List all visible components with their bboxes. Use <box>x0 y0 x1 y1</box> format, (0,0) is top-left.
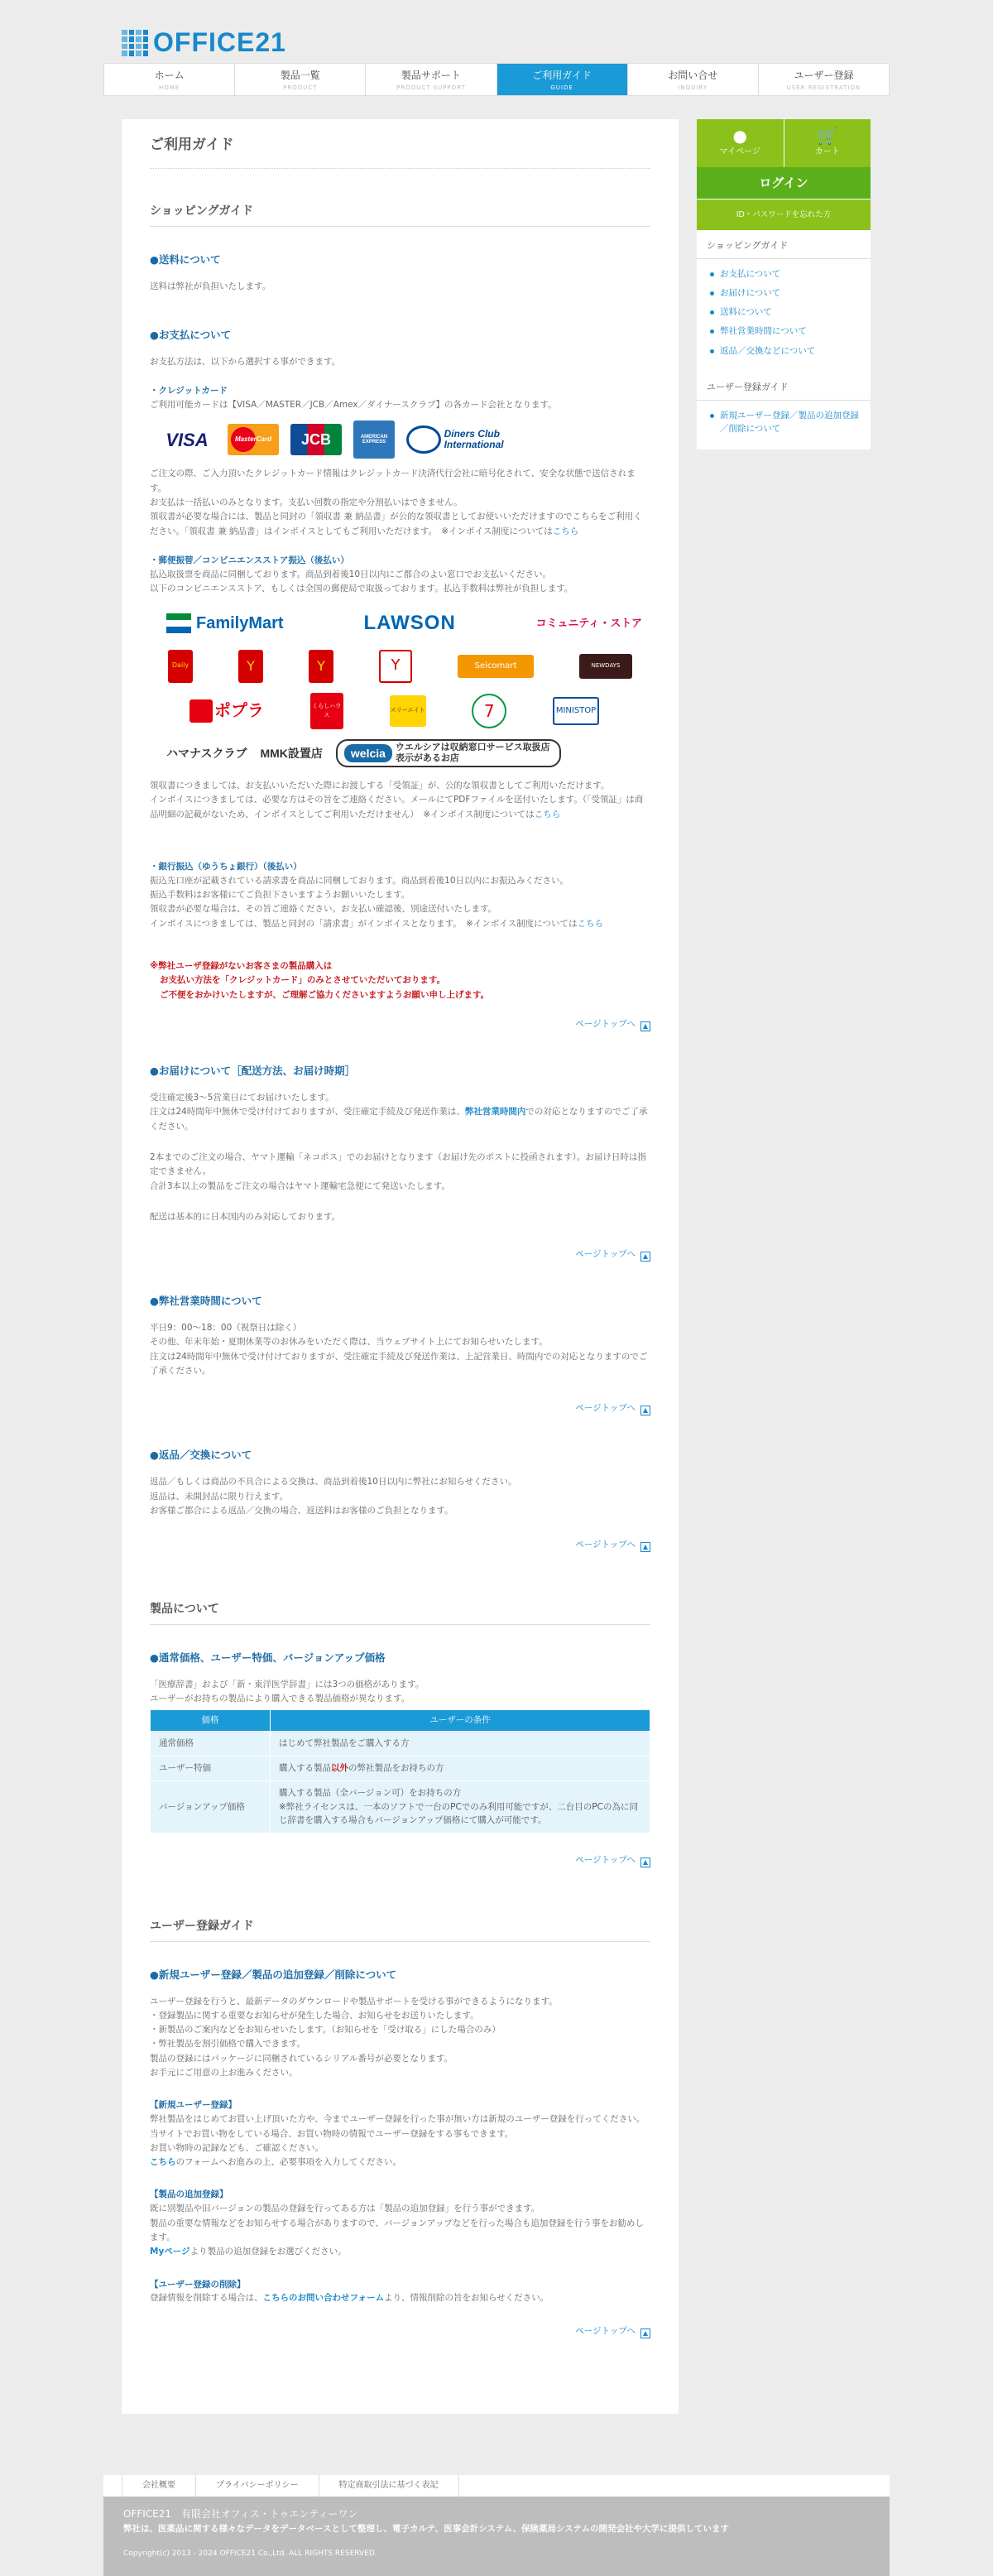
page-title: ご利用ガイド <box>150 134 650 169</box>
delivery-text-4: 合計3本以上の製品をご注文の場合はヤマト運輸宅急便にて発送いたします。 <box>150 1180 450 1191</box>
sidebar-item-business-hours[interactable]: 弊社営業時間について <box>720 324 861 338</box>
user-reg-text-1: ユーザー登録を行うと、最新データのダウンロードや製品サポートを受ける事ができるようになります。 <box>150 1996 558 2006</box>
nav-sublabel: GUIDE <box>550 84 573 92</box>
conv-invoice-link[interactable]: こちら <box>534 809 561 819</box>
condition-cell: 購入する製品（全バージョン可）をお持ちの方 ※弊社ライセンスは、一本のソフトで一台のPCでのみ利用可能ですが、二台目のPCの為に同じ辞書を購入する場合もバージョンアップ価格にて購入が可能です。 <box>271 1781 650 1833</box>
sidebar <box>697 119 871 2414</box>
delivery-text-3: 2本までのご注文の場合、ヤマト運輸「ネコポス」でのお届けとなります（お届け先のポストに投函されます）。お届け日時は指定できません。 <box>150 1151 646 1177</box>
cart-label: カート <box>814 147 840 156</box>
seicomart-logo: Seicomart <box>458 655 534 678</box>
price-cell: ユーザー特価 <box>151 1756 271 1781</box>
mypage-label: マイページ <box>719 147 761 156</box>
nav-sublabel: INQUIRY <box>678 84 708 92</box>
footer-link-company[interactable]: 会社概要 <box>122 2475 196 2497</box>
new-reg-text-1: 弊社製品をはじめてお買い上げ頂いた方や、今までユーザー登録を行った事が無い方は新規のユーザー登録を行ってください。 <box>150 2114 645 2125</box>
returns-text-2: 返品は、未開封品に限り行えます。 <box>150 1491 289 1502</box>
hours-text-3: 注文は24時間年中無休で受け付けておりますが、受注確定手続及び発送作業は、上記営業日、時間内での対応となりますのでご了承ください。 <box>150 1351 648 1377</box>
payment-intro: お支払方法は、以下から選択する事ができます。 <box>150 356 341 367</box>
sidebar-item-user-registration[interactable]: 新規ユーザー登録／製品の追加登録／削除について <box>720 409 861 436</box>
table-header-condition: ユーザーの条件 <box>271 1710 650 1732</box>
visa-logo: VISA <box>166 429 209 450</box>
main-content <box>122 119 679 2414</box>
delivery-text-1: 受注確定後3～5営業日にてお届けいたします。 <box>150 1092 334 1103</box>
footer-link-privacy[interactable]: プライバシーポリシー <box>196 2475 319 2497</box>
pagetop-link[interactable]: ページトップへ ▲ <box>150 1538 650 1552</box>
table-row <box>151 1732 650 1757</box>
conv-text-1: 払込取扱票を商品に同梱しております。商品到着後10日以内にご都合のよい窓口でお支払いください。 <box>150 569 552 579</box>
user-reg-text-3: ・新製品のご案内などをお知らせいたします。（お知らせを「受け取る」にした場合のみ） <box>150 2025 501 2035</box>
credit-note-2: お支払は一括払いのみとなります。支払い回数の指定や分割払いはできません。 <box>150 497 463 507</box>
three-f-logo: スリーエイト <box>390 695 426 727</box>
kurashi-house-logo: くらしハウス <box>310 693 343 729</box>
table-row <box>151 1756 650 1781</box>
credit-text: ご利用可能カードは【VISA／MASTER／JCB／Amex／ダイナースクラブ】の各カード会社となります。 <box>150 400 557 410</box>
section-heading-user-registration: ユーザー登録ガイド <box>150 1917 650 1941</box>
credit-note-3-text: 領収書が必要な場合には、製品と同封の「領収書 兼 納品書」が公的な領収書としてお使いいただけますのでこちらをご利用ください。「領収書 兼 納品書」はインボイスとしてもご利用いただけます。 ※インボイス制度については <box>150 512 642 536</box>
global-nav <box>103 63 890 96</box>
header <box>103 0 890 63</box>
mastercard-logo: MasterCard <box>228 424 279 455</box>
sidebar-user-list <box>697 406 871 450</box>
warning-line-2: お支払い方法を「クレジットカード」のみとさせていただいております。 <box>160 975 446 986</box>
store-logos <box>158 608 650 767</box>
add-reg-heading: 【製品の追加登録】 <box>150 2189 228 2200</box>
arrow-up-icon: ▲ <box>640 1542 650 1552</box>
poplar-logo: ポプラ <box>189 698 264 724</box>
nav-user-registration[interactable] <box>759 64 890 95</box>
user-icon: ● <box>732 126 747 146</box>
condition-cell: はじめて弊社製品をご購入する方 <box>271 1732 650 1757</box>
add-reg-text-3: より製品の追加登録をお選びください。 <box>189 2247 347 2257</box>
returns-heading: ●返品／交換について <box>150 1449 252 1462</box>
inquiry-form-link[interactable]: こちらのお問い合わせフォーム <box>262 2293 384 2304</box>
delivery-text-5: 配送は基本的に日本国内のみ対応しております。 <box>150 1211 341 1222</box>
credit-heading: ・クレジットカード <box>150 386 228 396</box>
bank-text-4: インボイスにつきましては、製品と同封の「請求書」がインボイスとなります。 ※インボイス制度については <box>150 918 578 929</box>
nav-label: 製品サポート <box>401 70 461 81</box>
hamanasu-club-logo: ハマナスクラブ <box>166 746 247 760</box>
forgot-password-button[interactable]: ID・パスワードを忘れた方 <box>697 199 871 230</box>
user-reg-heading: ●新規ユーザー登録／製品の追加登録／削除について <box>150 1968 397 1981</box>
conv-note-2: インボイスにつきましては、必要な方はその旨をご連絡ください。メールにてPDFファイルを送付いたします。（「受領証」は商品明細の記載がないため、インボイスとしてご利用いただけません） ※インボイス制度については <box>150 795 644 819</box>
sidebar-item-returns[interactable]: 返品／交換などについて <box>720 344 861 358</box>
price-cell: 通常価格 <box>151 1732 271 1757</box>
footer-copyright: Copyright(c) 2013 - 2024 OFFICE21 Co.,Ltd. ALL RIGHTS RESERVED. <box>123 2549 377 2558</box>
sidebar-box <box>697 119 871 449</box>
new-reg-text-2: 当サイトでお買い物をしている場合、お買い物時の情報でユーザー登録をする事もできます。 <box>150 2128 514 2139</box>
credit-card-logos <box>158 421 650 459</box>
sidebar-item-shipping-fee[interactable]: 送料について <box>720 305 861 319</box>
footer-bar <box>103 2497 890 2576</box>
new-reg-text-4: のフォームへお進みの上、必要事項を入力してください。 <box>175 2157 401 2168</box>
pricing-heading: ●通常価格、ユーザー特価、バージョンアップ価格 <box>150 1651 386 1664</box>
logo[interactable] <box>122 22 286 64</box>
price-cell: バージョンアップ価格 <box>151 1781 271 1833</box>
conv-heading: ・郵便振替／コンビニエンスストア振込（後払い） <box>150 555 349 565</box>
bank-text-3: 領収書が必要な場合は、その旨ご連絡ください。お支払い確認後、別途送付いたします。 <box>150 904 497 915</box>
warning-line-1: ※弊社ユーザ登録がないお客さまの製品購入は <box>150 961 333 972</box>
conv-note-1: 領収書につきましては、お支払いいただいた際にお渡しする「受領証」が、公的な領収書としてご利用いただけます。 <box>150 781 610 791</box>
delivery-text-2a: 注文は24時間年中無休で受け付けておりますが、受注確定手続及び発送作業は、 <box>150 1107 465 1117</box>
logo-text: OFFICE21 <box>153 27 286 57</box>
pagetop-link[interactable]: ページトップへ ▲ <box>150 1853 650 1867</box>
nav-label: お問い合せ <box>668 70 718 81</box>
condition-cell: 購入する製品以外の弊社製品をお持ちの方 <box>271 1756 650 1781</box>
mypage-link[interactable]: Myページ <box>150 2247 190 2257</box>
arrow-up-icon: ▲ <box>640 2328 650 2338</box>
yamazaki-logo-1: Y <box>238 650 263 683</box>
pricing-table <box>150 1709 650 1833</box>
sidebar-item-payment[interactable]: お支払について <box>720 267 861 281</box>
nav-support[interactable] <box>366 64 496 95</box>
nav-sublabel: HOME <box>158 84 180 92</box>
shipping-fee-heading: ●送料について <box>150 252 221 266</box>
newdays-logo: NEWDAYS <box>579 654 632 679</box>
invoice-link[interactable]: こちら <box>552 526 579 536</box>
pagetop-link[interactable]: ページトップへ ▲ <box>150 2324 650 2338</box>
sidebar-item-delivery[interactable]: お届けについて <box>720 286 861 300</box>
familymart-logo: FamilyMart <box>166 610 284 637</box>
daily-logo: Daily <box>168 650 193 683</box>
hours-text-2: その他、年末年始・夏期休業等のお休みをいただく際は、当ウェブサイト上にてお知らせいたします。 <box>150 1337 548 1348</box>
bank-text-2: 振込手数料はお客様にてご負担下さいますようお願いいたします。 <box>150 890 410 901</box>
payment-heading: ●お支払について <box>150 328 232 341</box>
bank-heading: ・銀行振込（ゆうちょ銀行）（後払い） <box>150 862 302 872</box>
nav-label: ご利用ガイド <box>532 70 592 81</box>
nav-sublabel: PRODUCT <box>283 84 318 92</box>
yamazaki-logo-3: Y <box>379 650 412 683</box>
bank-text-1: 振込先口座が記載されている請求書を商品に同梱しております。商品到着後10日以内にお振込みください。 <box>150 875 569 886</box>
table-header-price: 価格 <box>151 1710 271 1732</box>
nav-sublabel: PRODUCT SUPPORT <box>396 84 466 92</box>
arrow-up-icon: ▲ <box>640 1858 650 1867</box>
footer <box>103 2475 890 2576</box>
yamazaki-logo-2: Y <box>309 650 333 683</box>
new-reg-heading: 【新規ユーザー登録】 <box>150 2100 237 2111</box>
sidebar-heading-shopping: ショッピングガイド <box>697 230 871 259</box>
table-row <box>151 1781 650 1833</box>
content-columns <box>103 119 890 2414</box>
user-reg-text-4: ・弊社製品を割引価格で購入できます。 <box>150 2039 306 2050</box>
lawson-logo: LAWSON <box>363 612 456 635</box>
add-reg-text-1: 既に別製品や旧バージョンの製品の登録を行ってある方は「製品の追加登録」を行う事ができます。 <box>150 2204 540 2214</box>
bank-invoice-link[interactable]: こちら <box>577 918 603 929</box>
welcia-logo: welcia ウエルシアは収納窓口サービス取扱店表示があるお店 <box>336 739 561 767</box>
warning-line-3: ご不便をおかけいたしますが、ご理解ご協力くださいますようお願い申し上げます。 <box>160 989 490 1000</box>
add-reg-text-2: 製品の重要な情報などをお知らせする場合がありますので、バージョンアップなどを行った場合も追加登録を行う事をお勧めします。 <box>150 2218 644 2242</box>
diners-logo: Diners Club International <box>406 424 535 455</box>
nav-label: ホーム <box>154 70 185 81</box>
section-heading-shopping: ショッピングガイド <box>150 202 650 226</box>
nav-sublabel: USER REGISTRATION <box>786 84 861 92</box>
amex-logo: AMERICAN EXPRESS <box>353 421 395 459</box>
nav-guide[interactable] <box>497 64 628 95</box>
delete-reg-text-2: より、情報削除の旨をお知らせください。 <box>383 2293 549 2304</box>
nav-inquiry[interactable] <box>628 64 759 95</box>
login-button[interactable]: ログイン <box>697 167 871 199</box>
pricing-text-2: ユーザーがお持ちの製品により購入できる製品価格が異なります。 <box>150 1694 410 1704</box>
footer-description: 弊社は、医薬品に関する様々なデータをデータベースとして整理し、電子カルテ、医事会計システム、保険薬局システムの開発会社や大学に提供しています <box>123 2524 729 2535</box>
footer-link-tokusho[interactable]: 特定商取引法に基づく表記 <box>319 2475 459 2497</box>
arrow-up-icon: ▲ <box>640 1406 650 1415</box>
delivery-heading: ●お届けについて［配送方法、お届け時期］ <box>150 1064 356 1077</box>
returns-text-3: お客様ご都合による返品／交換の場合、返送料はお客様のご負担となります。 <box>150 1506 453 1516</box>
arrow-up-icon: ▲ <box>640 1252 650 1262</box>
pagetop-link[interactable]: ページトップへ ▲ <box>150 1017 650 1031</box>
nav-products[interactable] <box>235 64 366 95</box>
sidebar-heading-user-reg: ユーザー登録ガイド <box>697 372 871 401</box>
user-reg-text-6: お手元にご用意の上お進みください。 <box>150 2068 298 2079</box>
credit-note-1: ご注文の際、ご入力頂いたクレジットカード情報はクレジットカード決済代行会社に暗号化されて、安全な状態で送信されます。 <box>150 469 636 493</box>
mmk-logo: MMK設置店 <box>260 746 323 760</box>
nav-label: 製品一覧 <box>280 70 320 81</box>
hours-text-1: 平日9：00～18：00（祝祭日は除く） <box>150 1323 302 1334</box>
conv-text-2: 以下のコンビニエンスストア、もしくは全国の郵便局で取扱っております。払込手数料は弊社が負担します。 <box>150 583 573 594</box>
new-reg-text-3: お買い物時の記録なども、ご確認ください。 <box>150 2142 324 2153</box>
returns-text-1: 返品／もしくは商品の不具合による交換は、商品到着後10日以内に弊社にお知らせください。 <box>150 1477 517 1487</box>
mypage-button[interactable] <box>697 119 784 167</box>
community-store-logo: コミュニティ・ストア <box>535 617 642 630</box>
nav-label: ユーザー登録 <box>794 70 854 81</box>
section-heading-products: 製品について <box>150 1600 650 1624</box>
cart-icon: 🛒 <box>817 126 838 146</box>
user-reg-text-2: ・登録製品に関する重要なお知らせが発生した場合、お知らせをお送りいたします。 <box>150 2010 479 2021</box>
delivery-text-2b: での対応となりますのでご了承ください。 <box>150 1107 648 1132</box>
nav-home[interactable] <box>103 64 235 95</box>
logo-icon <box>122 30 148 56</box>
user-reg-text-5: 製品の登録にはパッケージに同梱されているシリアル番号が必要となります。 <box>150 2053 453 2064</box>
delete-reg-text-1: 登録情報を削除する場合は、 <box>150 2293 263 2304</box>
business-hours-link[interactable]: 弊社営業時間内 <box>464 1107 526 1117</box>
footer-nav <box>103 2475 890 2497</box>
delete-reg-heading: 【ユーザー登録の削除】 <box>150 2279 246 2290</box>
new-reg-link[interactable]: こちら <box>150 2157 176 2168</box>
ministop-logo: MINISTOP <box>553 697 599 725</box>
shipping-fee-text: 送料は弊社が負担いたします。 <box>150 281 271 291</box>
credit-note-3 <box>150 510 650 539</box>
cart-button[interactable] <box>784 119 871 167</box>
pagetop-link[interactable]: ページトップへ ▲ <box>150 1247 650 1262</box>
arrow-up-icon: ▲ <box>640 1021 650 1031</box>
business-hours-heading: ●弊社営業時間について <box>150 1295 262 1308</box>
sidebar-shopping-list <box>697 264 871 372</box>
pagetop-link[interactable]: ページトップへ ▲ <box>150 1401 650 1415</box>
pricing-text-1: 「医療辞書」および「新・東洋医学辞書」には3つの価格があります。 <box>150 1679 425 1689</box>
jcb-logo: JCB <box>290 424 342 455</box>
seven-eleven-logo: 7 <box>472 694 506 728</box>
page-wrapper <box>103 0 890 2576</box>
footer-company: OFFICE21 有限会社オフィス・トゥエンティーワン <box>123 2508 358 2520</box>
